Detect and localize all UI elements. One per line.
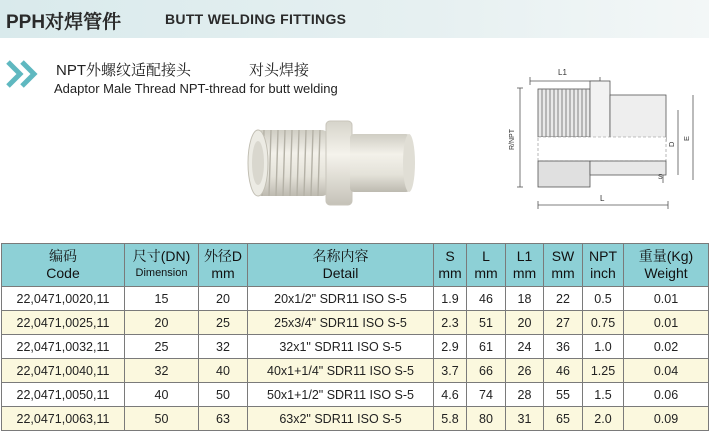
cell-s: 4.6 — [434, 383, 467, 407]
cell-npt: 1.25 — [583, 359, 624, 383]
cell-detail: 40x1+1/4" SDR11 ISO S-5 — [248, 359, 434, 383]
cell-npt: 0.75 — [583, 311, 624, 335]
cell-sw: 55 — [544, 383, 583, 407]
page-title: PPH对焊管件 — [6, 12, 122, 33]
cell-weight: 0.01 — [624, 287, 709, 311]
cell-dimension: 32 — [125, 359, 199, 383]
dim-rnpt-label: R/NPT — [509, 129, 516, 150]
cell-sw: 36 — [544, 335, 583, 359]
cell-l1: 26 — [506, 359, 544, 383]
table-row — [2, 359, 709, 383]
col-header-outer-diameter: 外径D mm — [199, 244, 248, 287]
product-method-cn: 对头焊接 — [249, 62, 310, 79]
col-header-code: 编码 Code — [2, 244, 125, 287]
cell-code: 22,0471,0063,11 — [2, 407, 125, 431]
col-header-l1: L1 mm — [506, 244, 544, 287]
cell-code: 22,0471,0050,11 — [2, 383, 125, 407]
cell-sw: 65 — [544, 407, 583, 431]
cell-l1: 28 — [506, 383, 544, 407]
col-header-detail: 名称内容 Detail — [248, 244, 434, 287]
cell-l1: 18 — [506, 287, 544, 311]
page-subtitle: BUTT WELDING FITTINGS — [165, 11, 347, 27]
cell-weight: 0.09 — [624, 407, 709, 431]
product-name-en: Adaptor Male Thread NPT-thread for butt welding — [54, 81, 338, 96]
cell-l: 51 — [467, 311, 506, 335]
cell-l: 46 — [467, 287, 506, 311]
cell-npt: 0.5 — [583, 287, 624, 311]
product-photo — [238, 106, 418, 216]
cell-npt: 1.0 — [583, 335, 624, 359]
col-header-sw: SW mm — [544, 244, 583, 287]
cell-code: 22,0471,0020,11 — [2, 287, 125, 311]
cell-l: 61 — [467, 335, 506, 359]
cell-outer-diameter: 50 — [199, 383, 248, 407]
cell-npt: 1.5 — [583, 383, 624, 407]
cell-weight: 0.06 — [624, 383, 709, 407]
cell-code: 22,0471,0025,11 — [2, 311, 125, 335]
dim-d-label: D — [667, 141, 676, 147]
cell-detail: 50x1+1/2" SDR11 ISO S-5 — [248, 383, 434, 407]
cell-l1: 31 — [506, 407, 544, 431]
table-row — [2, 383, 709, 407]
col-header-s: S mm — [434, 244, 467, 287]
col-header-l: L mm — [467, 244, 506, 287]
cell-dimension: 40 — [125, 383, 199, 407]
cell-code: 22,0471,0040,11 — [2, 359, 125, 383]
cell-outer-diameter: 32 — [199, 335, 248, 359]
table-header-row — [2, 244, 709, 287]
cell-weight: 0.01 — [624, 311, 709, 335]
cell-detail: 63x2" SDR11 ISO S-5 — [248, 407, 434, 431]
table-row — [2, 407, 709, 431]
product-name-cn: NPT外螺纹适配接头 — [56, 62, 192, 79]
dim-l-label: L — [600, 194, 605, 203]
cell-l: 80 — [467, 407, 506, 431]
cell-dimension: 25 — [125, 335, 199, 359]
cell-l1: 20 — [506, 311, 544, 335]
cell-outer-diameter: 63 — [199, 407, 248, 431]
cell-dimension: 20 — [125, 311, 199, 335]
col-header-npt: NPT inch — [583, 244, 624, 287]
technical-drawing — [508, 55, 708, 215]
cell-detail: 25x3/4" SDR11 ISO S-5 — [248, 311, 434, 335]
cell-dimension: 15 — [125, 287, 199, 311]
col-header-dimension: 尺寸(DN) Dimension — [125, 244, 199, 287]
cell-sw: 46 — [544, 359, 583, 383]
table-row — [2, 287, 709, 311]
cell-l: 66 — [467, 359, 506, 383]
cell-sw: 27 — [544, 311, 583, 335]
cell-l: 74 — [467, 383, 506, 407]
cell-detail: 20x1/2" SDR11 ISO S-5 — [248, 287, 434, 311]
cell-outer-diameter: 40 — [199, 359, 248, 383]
cell-code: 22,0471,0032,11 — [2, 335, 125, 359]
cell-weight: 0.04 — [624, 359, 709, 383]
double-chevron-right-icon — [6, 60, 46, 88]
cell-s: 3.7 — [434, 359, 467, 383]
cell-s: 2.3 — [434, 311, 467, 335]
spec-table — [1, 243, 709, 431]
col-header-weight: 重量(Kg) Weight — [624, 244, 709, 287]
cell-s: 1.9 — [434, 287, 467, 311]
dim-s-label: S — [658, 174, 663, 181]
table-row — [2, 311, 709, 335]
cell-weight: 0.02 — [624, 335, 709, 359]
dim-l1-label: L1 — [558, 68, 567, 77]
table-row — [2, 335, 709, 359]
cell-outer-diameter: 25 — [199, 311, 248, 335]
header-band — [0, 0, 709, 38]
cell-outer-diameter: 20 — [199, 287, 248, 311]
cell-s: 5.8 — [434, 407, 467, 431]
cell-npt: 2.0 — [583, 407, 624, 431]
dim-e-label: E — [682, 135, 691, 141]
cell-sw: 22 — [544, 287, 583, 311]
cell-detail: 32x1" SDR11 ISO S-5 — [248, 335, 434, 359]
cell-s: 2.9 — [434, 335, 467, 359]
cell-dimension: 50 — [125, 407, 199, 431]
cell-l1: 24 — [506, 335, 544, 359]
